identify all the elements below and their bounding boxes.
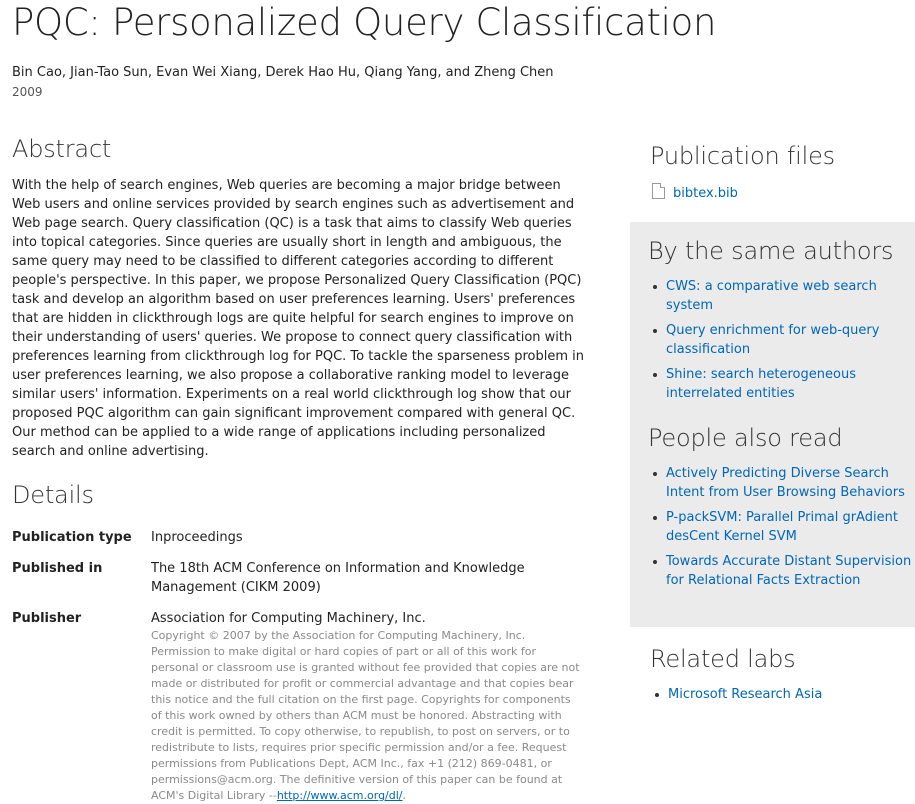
copyright-notice xyxy=(151,628,581,804)
also-read-link[interactable]: Towards Accurate Distant Supervision for Relational Facts Extraction xyxy=(666,554,912,588)
also-read-link[interactable]: P-packSVM: Parallel Primal grAdient desCent Kernel SVM xyxy=(666,510,898,544)
published-in-label: Published in xyxy=(12,561,103,576)
also-read-link[interactable]: Actively Predicting Diverse Search Intent from User Browsing Behaviors xyxy=(666,466,905,500)
details-heading: Details xyxy=(12,481,94,509)
file-item xyxy=(652,183,738,204)
same-author-link[interactable]: CWS: a comparative web search system xyxy=(666,279,877,313)
list-item xyxy=(668,685,822,704)
same-author-link[interactable]: Query enrichment for web-query classification xyxy=(666,323,880,357)
publication-files-heading: Publication files xyxy=(650,142,835,170)
file-icon xyxy=(652,183,665,199)
bibtex-link[interactable]: bibtex.bib xyxy=(673,186,738,201)
page-title: PQC: Personalized Query Classification xyxy=(12,1,717,44)
lab-link[interactable]: Microsoft Research Asia xyxy=(668,687,823,702)
same-authors-list xyxy=(666,277,914,409)
list-item xyxy=(666,508,914,546)
same-author-link[interactable]: Shine: search heterogeneous interrelated entities xyxy=(666,367,856,401)
related-panel xyxy=(630,222,915,627)
list-item xyxy=(666,321,914,359)
abstract-text: With the help of search engines, Web queries are becoming a major bridge between Web users and online services provided by search engines such as advertisement and Web page search. Query classification (QC) is a task that aims to classify Web queries into topical categories. Since queries are usually short in length and ambiguous, the same query may need to be classified to different categories according to different people's perspective. In this paper, we propose Personalized Query Classification (PQC) task and develop an algorithm based on user preferences learning. Users' preferences that are hidden in clickthrough logs are quite helpful for search engines to improve on their understanding of users' queries. We propose to connect query classification with preferences learning from clickthrough log for PQC. To tackle the sparseness problem in user preferences learning, we also propose a collaborative ranking model to leverage similar users' information. Experiments on a real world clickthrough log show that our proposed PQC algorithm can gain significant improvement compared with general QC. Our method can be applied to a wide range of applications including personalized search and online advertising. xyxy=(12,178,584,459)
same-authors-heading: By the same authors xyxy=(648,237,894,265)
publication-type-label: Publication type xyxy=(12,530,132,545)
list-item xyxy=(666,552,914,590)
acm-dl-link[interactable]: http://www.acm.org/dl/ xyxy=(276,789,403,802)
authors: Bin Cao, Jian-Tao Sun, Evan Wei Xiang, Derek Hao Hu, Qiang Yang, and Zheng Chen xyxy=(12,65,554,80)
list-item xyxy=(666,277,914,315)
list-item xyxy=(666,464,914,502)
people-also-read-heading: People also read xyxy=(648,424,843,452)
publisher-value: Association for Computing Machinery, Inc. xyxy=(151,611,426,626)
publication-year: 2009 xyxy=(12,85,43,99)
publisher-label: Publisher xyxy=(12,611,82,626)
copyright-text: Copyright © 2007 by the Association for Computing Machinery, Inc. Permission to make digital or hard copies of part or all of this work for personal or classroom use is granted without fee provided that copies are not made or distributed for profit or commercial advantage and that copies bear this notice and the full citation on the first page. Copyrights for components of this work owned by others than ACM must be honored. Abstracting with credit is permitted. To copy otherwise, to republish, to post on servers, or to redistribute to lists, requires prior specific permission and/or a fee. Request permissions from Publications Dept, ACM Inc., fax +1 (212) 869-0481, or permissions@acm.org. The definitive version of this paper can be found at ACM's Digital Library -- xyxy=(151,629,580,802)
related-labs-list xyxy=(668,685,822,704)
published-in-value: The 18th ACM Conference on Information and Knowledge Management (CIKM 2009) xyxy=(151,561,525,595)
abstract-heading: Abstract xyxy=(12,135,112,163)
list-item xyxy=(666,365,914,403)
related-labs-heading: Related labs xyxy=(650,645,796,673)
people-also-read-list xyxy=(666,464,914,596)
copyright-end: . xyxy=(402,789,406,802)
publication-type-value: Inproceedings xyxy=(151,530,243,545)
